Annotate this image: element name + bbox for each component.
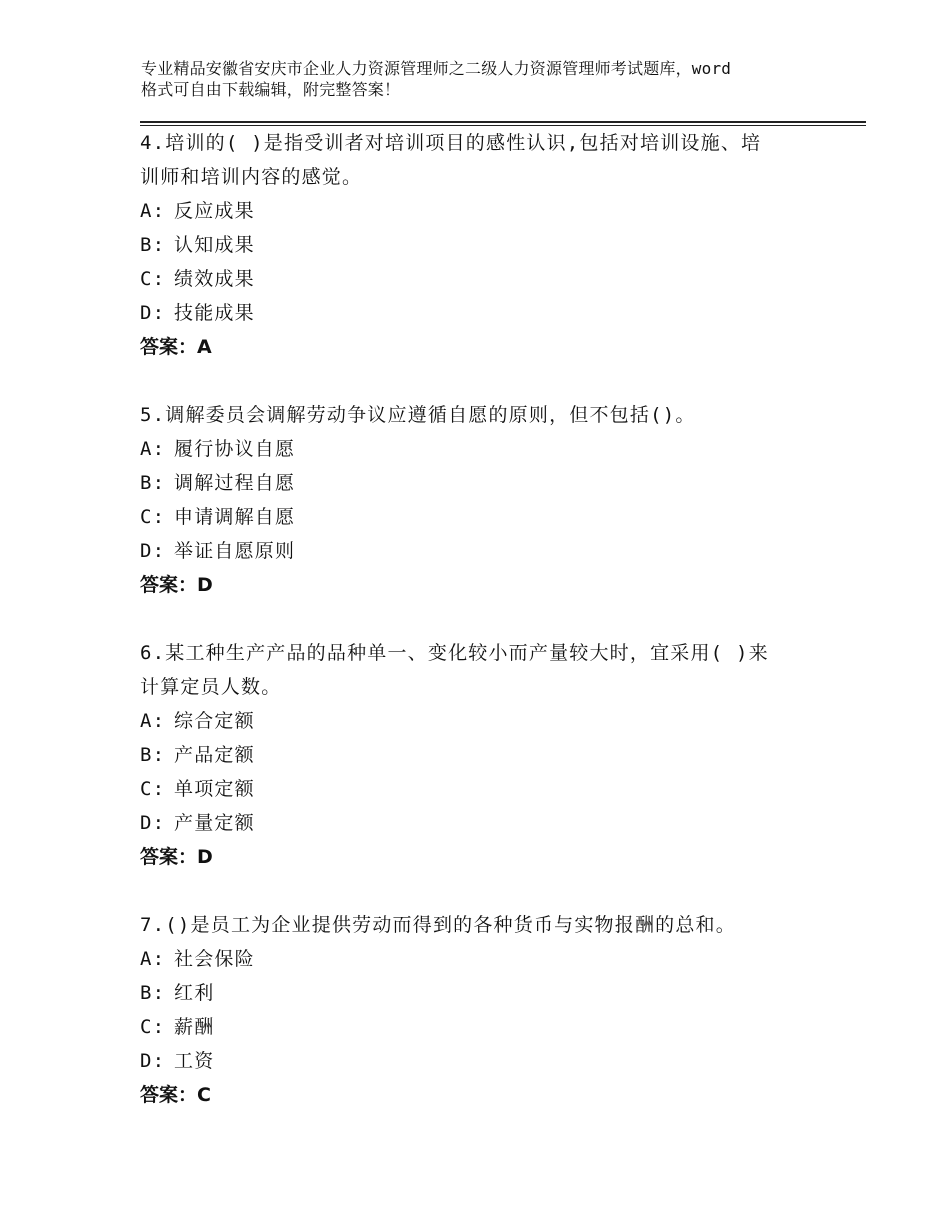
option-c	[140, 772, 820, 806]
option-text: 综合定额	[174, 710, 255, 732]
option-text: 调解过程自愿	[174, 472, 296, 494]
spacer	[140, 874, 820, 908]
question-7	[140, 908, 820, 1112]
question-text	[140, 908, 820, 942]
option-text: 绩效成果	[174, 268, 255, 290]
option-text: 技能成果	[174, 302, 255, 324]
spacer	[140, 602, 820, 636]
option-a	[140, 194, 820, 228]
option-b	[140, 228, 820, 262]
question-text	[140, 636, 820, 704]
option-text: 履行协议自愿	[174, 438, 296, 460]
answer-label: 答案：D	[140, 846, 213, 868]
option-text: 红利	[174, 982, 215, 1004]
document-header	[141, 58, 841, 100]
option-b	[140, 466, 820, 500]
header-rule-thick	[140, 121, 866, 123]
option-d	[140, 534, 820, 568]
question-list	[140, 126, 820, 1112]
option-letter: C:	[140, 778, 166, 800]
option-text: 社会保险	[174, 948, 255, 970]
option-letter: C:	[140, 1016, 166, 1038]
question-5	[140, 398, 820, 602]
spacer	[140, 364, 820, 398]
option-letter: B:	[140, 472, 166, 494]
option-letter: C:	[140, 506, 166, 528]
option-text: 反应成果	[174, 200, 255, 222]
question-6	[140, 636, 820, 874]
option-letter: D:	[140, 812, 166, 834]
answer-label: 答案：A	[140, 336, 212, 358]
option-c	[140, 500, 820, 534]
option-d	[140, 296, 820, 330]
option-letter: A:	[140, 200, 166, 222]
question-4	[140, 126, 820, 364]
option-letter: B:	[140, 982, 166, 1004]
option-letter: D:	[140, 1050, 166, 1072]
question-line: 4.培训的( )是指受训者对培训项目的感性认识,包括对培训设施、培	[140, 132, 762, 154]
question-text	[140, 398, 820, 432]
header-line-2: 格式可自由下载编辑，附完整答案！	[141, 80, 401, 99]
option-letter: D:	[140, 540, 166, 562]
option-c	[140, 1010, 820, 1044]
option-text: 产品定额	[174, 744, 255, 766]
option-letter: B:	[140, 234, 166, 256]
option-letter: B:	[140, 744, 166, 766]
option-a	[140, 432, 820, 466]
option-b	[140, 738, 820, 772]
option-a	[140, 704, 820, 738]
option-text: 产量定额	[174, 812, 255, 834]
question-line: 5.调解委员会调解劳动争议应遵循自愿的原则，但不包括()。	[140, 404, 696, 426]
option-text: 申请调解自愿	[174, 506, 296, 528]
question-text	[140, 126, 820, 194]
header-line-1: 专业精品安徽省安庆市企业人力资源管理师之二级人力资源管理师考试题库，word	[141, 59, 732, 78]
question-line: 训师和培训内容的感觉。	[140, 166, 363, 188]
option-text: 工资	[174, 1050, 215, 1072]
option-b	[140, 976, 820, 1010]
option-letter: A:	[140, 948, 166, 970]
option-text: 单项定额	[174, 778, 255, 800]
option-text: 认知成果	[174, 234, 255, 256]
answer-label: 答案：C	[140, 1084, 211, 1106]
option-d	[140, 1044, 820, 1078]
option-text: 薪酬	[174, 1016, 215, 1038]
question-line: 计算定员人数。	[140, 676, 282, 698]
option-letter: A:	[140, 710, 166, 732]
option-text: 举证自愿原则	[174, 540, 296, 562]
option-letter: D:	[140, 302, 166, 324]
option-letter: C:	[140, 268, 166, 290]
question-line: 7.()是员工为企业提供劳动而得到的各种货币与实物报酬的总和。	[140, 914, 736, 936]
option-c	[140, 262, 820, 296]
option-letter: A:	[140, 438, 166, 460]
answer-label: 答案：D	[140, 574, 213, 596]
option-d	[140, 806, 820, 840]
question-line: 6.某工种生产产品的品种单一、变化较小而产量较大时，宜采用( )来	[140, 642, 769, 664]
option-a	[140, 942, 820, 976]
